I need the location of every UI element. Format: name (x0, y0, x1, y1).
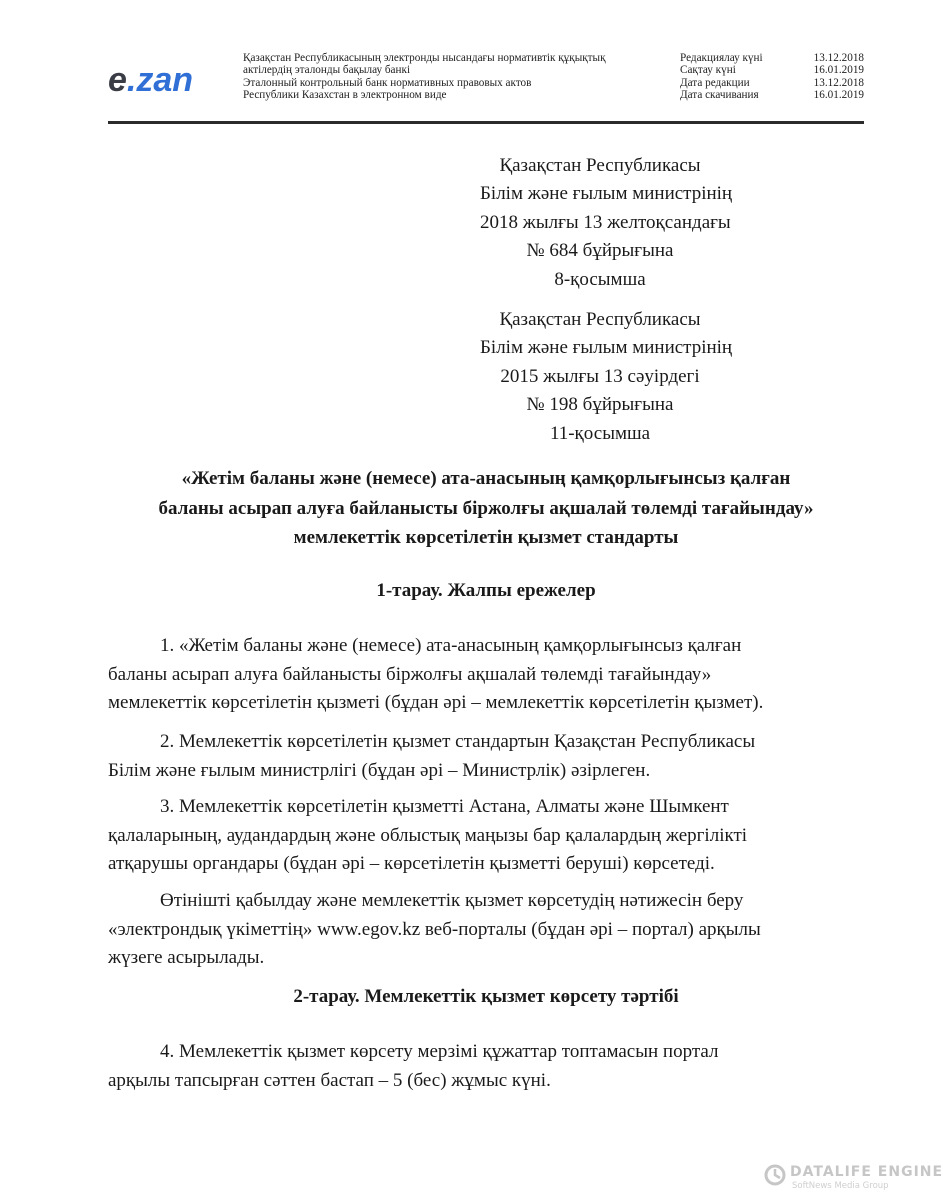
meta-row (680, 89, 864, 101)
paragraph-line: баланы асырап алуға байланысты біржолғы ақшалай төлемді тағайындау» (108, 663, 712, 685)
approval-block-2018 (480, 152, 733, 294)
paragraph-3-continued (108, 887, 840, 973)
datalife-watermark (764, 1164, 943, 1194)
approval-line: Білім және ғылым министрінің (480, 337, 733, 359)
meta-value: 13.12.2018 (813, 52, 864, 64)
ezan-logo (108, 58, 218, 102)
title-line: «Жетім баланы және (немесе) ата-анасының қамқорлығынсыз қалған (181, 468, 791, 489)
paragraph-3 (108, 793, 840, 879)
paragraph-line: 4. Мемлекеттік қызмет көрсету мерзімі құжаттар топтамасын портал (160, 1041, 719, 1062)
meta-label: Дата редакции (680, 76, 750, 89)
chapter-1-heading: 1-тарау. Жалпы ережелер (376, 580, 596, 601)
header-divider (108, 121, 864, 124)
header-description-line: Эталонный контрольный банк нормативных правовых актов (243, 76, 532, 89)
approval-line: № 198 бұйрығына (526, 394, 674, 416)
approval-line: 2018 жылғы 13 желтоқсандағы (480, 211, 731, 233)
approval-line: 2015 жылғы 13 сәуірдегі (500, 365, 700, 387)
datalife-logo-icon (764, 1164, 786, 1186)
meta-label: Сақтау күні (680, 64, 736, 77)
approval-line: № 684 бұйрығына (526, 240, 674, 262)
paragraph-line: «электрондық үкіметтің» www.egov.kz веб-порталы (бұдан әрі – портал) арқылы (108, 918, 761, 940)
watermark-title: DATALIFE ENGINE (790, 1164, 943, 1180)
paragraph-line: жүзеге асырылады. (108, 947, 265, 968)
paragraph-line: мемлекеттік көрсетілетін қызметі (бұдан әрі – мемлекеттік көрсетілетін қызмет). (108, 692, 764, 713)
paragraph-1 (108, 632, 840, 718)
paragraph-2 (108, 728, 840, 785)
paragraph-4 (108, 1038, 840, 1095)
meta-row (680, 52, 864, 64)
paragraph-line: қалаларының, аудандардың және облыстық маңызы бар қалалардың жергілікті (108, 824, 748, 846)
paragraph-line: 3. Мемлекеттік көрсетілетін қызметті Астана, Алматы және Шымкент (160, 796, 729, 817)
header-description-line: Қазақстан Республикасының электронды нысандағы нормативтік құқықтық (243, 52, 606, 64)
paragraph-line: Білім және ғылым министрлігі (бұдан әрі – Министрлік) әзірлеген. (108, 759, 651, 781)
paragraph-line: арқылы тапсырған сәттен бастап – 5 (бес) жұмыс күні. (108, 1069, 551, 1091)
meta-label: Редакциялау күні (680, 52, 763, 64)
svg-text:e.zan: e.zan (108, 61, 194, 99)
header-description (243, 52, 663, 102)
paragraph-line: 2. Мемлекеттік көрсетілетін қызмет стандартын Қазақстан Республикасы (160, 731, 756, 752)
paragraph-line: 1. «Жетім баланы және (немесе) ата-анасының қамқорлығынсыз қалған (160, 635, 742, 656)
meta-value: 16.01.2019 (813, 64, 864, 77)
approval-line: Қазақстан Республикасы (499, 155, 701, 176)
watermark-subtitle: SoftNews Media Group (792, 1181, 889, 1191)
document-title (108, 464, 864, 553)
title-line: мемлекеттік көрсетілетін қызмет стандарты (293, 527, 679, 548)
chapter-2-heading: 2-тарау. Мемлекеттік қызмет көрсету тәртібі (293, 986, 679, 1007)
approval-line: 8-қосымша (554, 268, 646, 290)
paragraph-line: атқарушы органдары (бұдан әрі – көрсетілетін қызметті беруші) көрсетеді. (108, 853, 715, 874)
approval-line: Білім және ғылым министрінің (480, 183, 733, 205)
approval-line: Қазақстан Республикасы (499, 309, 701, 330)
meta-value: 13.12.2018 (813, 76, 864, 89)
meta-value: 16.01.2019 (813, 89, 864, 102)
approval-block-2015 (480, 306, 733, 448)
document-header (108, 52, 864, 122)
title-line: баланы асырап алуға байланысты біржолғы ақшалай төлемді тағайындау» (158, 497, 814, 519)
meta-row (680, 64, 864, 76)
header-description-line: Республики Казахстан в электронном виде (243, 89, 447, 102)
header-meta (680, 52, 864, 102)
meta-row (680, 77, 864, 89)
meta-label: Дата скачивания (680, 89, 759, 102)
approval-line: 11-қосымша (549, 422, 651, 444)
header-description-line: актілердің эталонды бақылау банкі (243, 64, 411, 77)
paragraph-line: Өтінішті қабылдау және мемлекеттік қызмет көрсетудің нәтижесін беру (160, 890, 744, 911)
